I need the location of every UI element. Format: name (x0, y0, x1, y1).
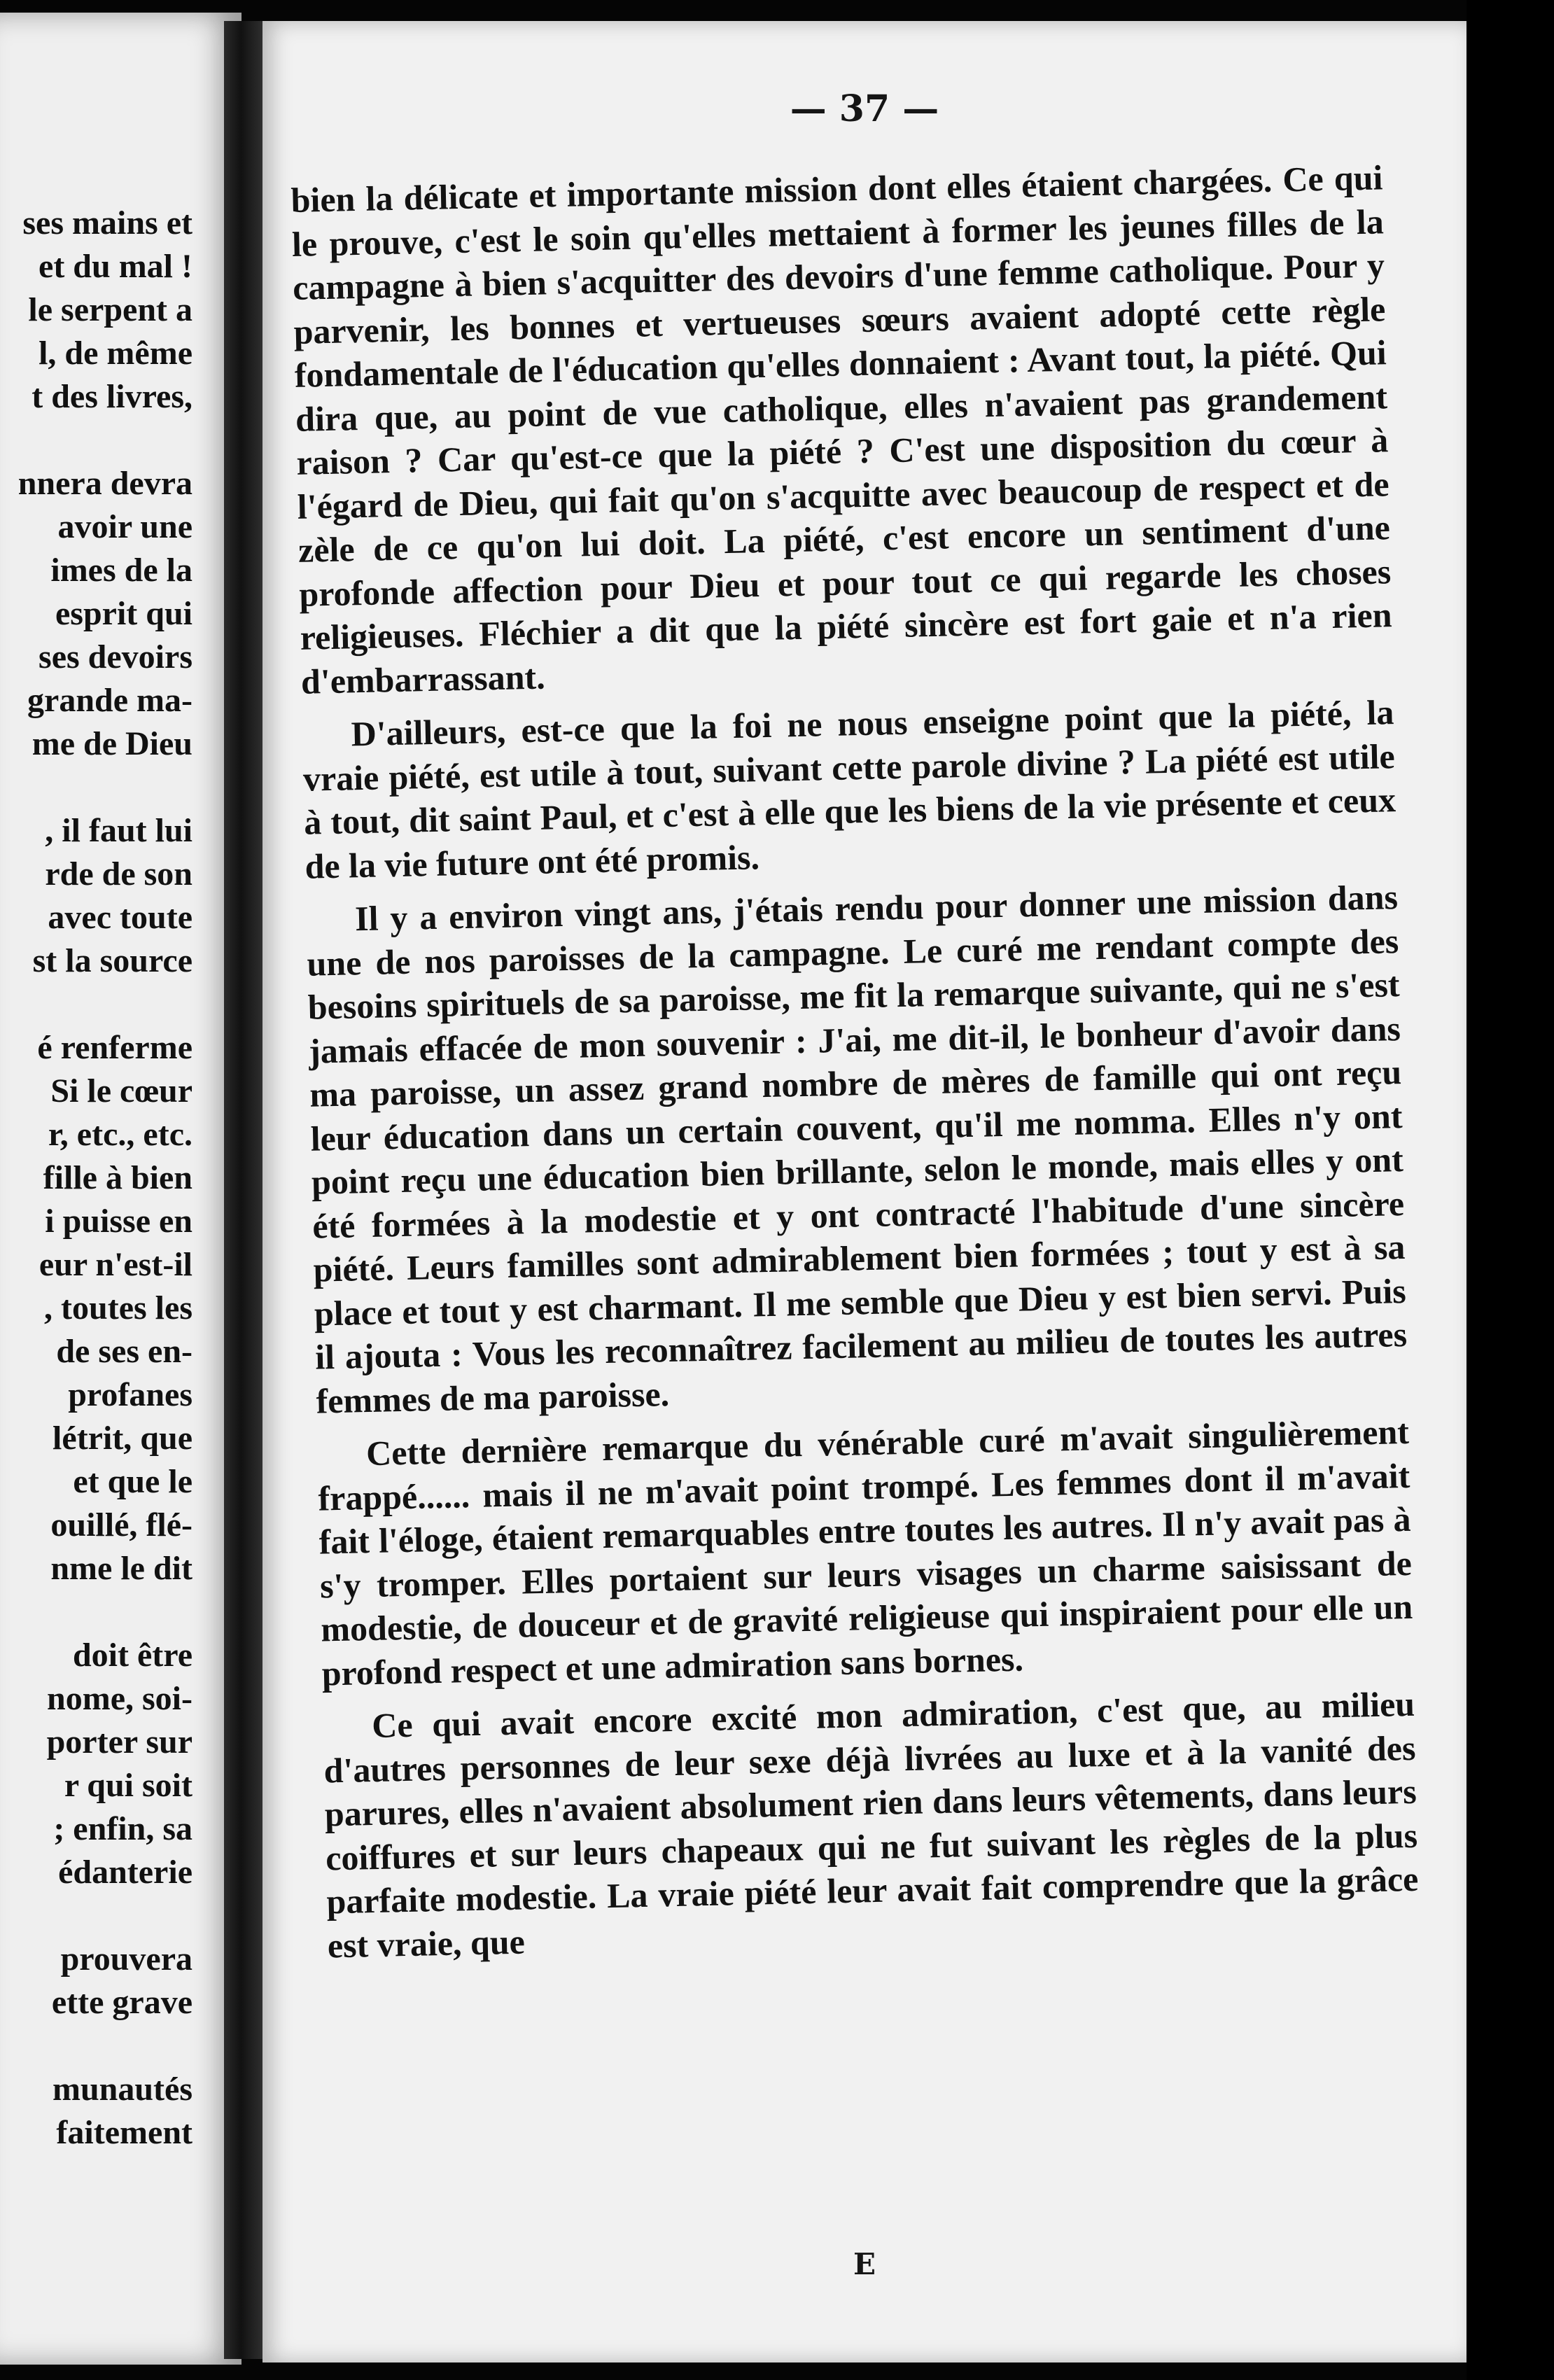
left-page-line: ouillé, flé- (50, 1506, 192, 1544)
paragraph-1 (290, 155, 1393, 704)
left-page-line: rde de son (45, 855, 192, 892)
left-page-line: le serpent a (28, 291, 192, 328)
left-page-line: me de Dieu (31, 725, 192, 762)
left-page-line: l, de même (38, 335, 192, 372)
right-page (262, 21, 1466, 2362)
paragraph-5-text: Ce qui avait encore excité mon admiration, c'est que, au milieu d'autres personnes de leur sexe déjà livrées au luxe et à la vanité des parures, elles n'avaient absolument rien dans leurs vêtements, dans leurs coiffures et sur leurs chapeaux qui ne fut suivant les règles de la plus parfaite modestie. La vraie piété leur avait fait comprendre que la grâce est vraie, que (323, 1684, 1419, 1965)
signature-mark: E (853, 2247, 876, 2281)
left-page-line: fille à bien (43, 1159, 192, 1196)
left-page-line: st la source (32, 942, 192, 979)
left-page-line: édanterie (58, 1854, 192, 1891)
left-page-line: ses mains et (22, 204, 192, 241)
left-page-line: r, etc., etc. (48, 1116, 192, 1153)
left-page-line: , toutes les (44, 1289, 192, 1326)
left-page-line (0, 1894, 192, 1938)
page-number: — 37 — (790, 88, 939, 130)
left-page-line: de ses en- (56, 1333, 192, 1370)
left-page-line: Si le cœur (50, 1072, 192, 1110)
left-page-line: esprit qui (55, 595, 192, 632)
paragraph-2-text: D'ailleurs, est-ce que la foi ne nous enseigne point que la piété, la vraie piété, est utile à tout, suivant cette parole divine ? La piété est utile à tout, dit saint Paul, et c'est à elle que les biens de la vie présente et ceux de la vie future ont été promis. (302, 692, 1396, 886)
left-page-line: et du mal ! (38, 248, 192, 285)
left-page-line: ; enfin, sa (53, 1810, 192, 1847)
left-page-line (0, 766, 192, 809)
left-page-line: ette grave (51, 1984, 192, 2021)
left-page-line: , il faut lui (45, 812, 192, 849)
left-page-line: ses devoirs (38, 638, 192, 676)
left-page-line: t des livres, (31, 378, 192, 415)
paragraph-3-text: Il y a environ vingt ans, j'étais rendu pour donner une mission dans une de nos paroisses de la campagne. Le curé me rendant compte des besoins spirituels de sa paroisse, me fit la remarque suivante, qui ne s'est jamais effacée de mon souvenir : J'ai, me dit-il, le bonheur d'avoir dans ma paroisse, un assez grand nombre de mères de famille qui ont reçu leur éducation dans un certain couvent, qu'il me nomma. Elles n'y ont point reçu une éducation bien brillante, selon le monde, mais elles y ont été formées à la modestie et y ont contracté l'habitude d'une sincère piété. Leurs familles sont admirablement bien formées ; tout y est à sa place et tout y est charmant. Il me semble que Dieu y est bien servi. Puis il ajouta : Vous les reconnaîtrez facilement au milieu de toutes les autres femmes de ma paroisse. (306, 877, 1408, 1421)
left-page-line: prouvera (60, 1940, 192, 1977)
scan-right-border (1466, 0, 1554, 2380)
left-page-line (0, 1590, 192, 1634)
page-body (290, 155, 1420, 1977)
left-page-line: i puisse en (45, 1203, 192, 1240)
paragraph-4-text: Cette dernière remarque du vénérable curé m'avait singulièrement frappé...... mais il ne m'avait point trompé. Les femmes dont il m'avait fait l'éloge, étaient remarquables entre toutes les autres. Il n'y avait pas à s'y tromper. Elles portaient sur leurs visages un charme saisissant de modestie, de douceur et de gravité religieuse qui inspiraient pour elle un profond respect et une admiration sans bornes. (317, 1411, 1413, 1693)
left-page-line: nnera devra (18, 465, 192, 502)
left-page-line: létrit, que (52, 1420, 192, 1457)
paragraph-5 (323, 1682, 1420, 1968)
left-page-line (0, 2024, 192, 2068)
paragraph-3 (306, 875, 1408, 1423)
left-page-line: imes de la (50, 552, 192, 589)
left-page-line: nome, soi- (47, 1680, 192, 1717)
left-page-line: et que le (73, 1463, 192, 1500)
left-page-line (0, 983, 192, 1026)
left-page-line: avoir une (57, 508, 192, 545)
left-page-line: eur n'est-il (38, 1246, 192, 1283)
left-page-line: r qui soit (64, 1767, 192, 1804)
paragraph-2 (302, 690, 1397, 888)
left-page-line: faitement (56, 2114, 192, 2151)
left-page-line: nme le dit (50, 1550, 192, 1587)
left-page-text (0, 202, 192, 2155)
left-page-line: doit être (72, 1637, 192, 1674)
left-page (0, 13, 241, 2365)
left-page-line: porter sur (46, 1723, 192, 1760)
left-page-line: avec toute (48, 899, 192, 936)
left-page-line (0, 419, 192, 462)
left-page-line: munautés (52, 2071, 192, 2108)
paragraph-4 (317, 1410, 1415, 1695)
paragraph-1-text: bien la délicate et importante mission dont elles étaient chargées. Ce qui le prouve, c'est le soin qu'elles mettaient à former les jeunes filles de la campagne à bien s'acquitter des devoirs d'une femme catholique. Pour y parvenir, les bonnes et vertueuses sœurs avaient adopté cette règle fondamentale de l'éducation qu'elles donnaient : Avant tout, la piété. Qui dira que, au point de vue catholique, elles n'avaient pas grandement raison ? Car qu'est-ce que la piété ? C'est une disposition du cœur à l'égard de Dieu, qui fait qu'on s'acquitte avec beaucoup de respect et de zèle de ce qu'on lui doit. La piété, c'est encore un sentiment d'une profonde affection pour Dieu et pour tout ce qui regarde les choses religieuses. Fléchier a dit que la piété sincère est fort gaie et n'a rien d'embarrassant. (290, 158, 1392, 701)
left-page-line: grande ma- (27, 682, 192, 719)
book-gutter (224, 21, 266, 2359)
left-page-line: profanes (68, 1376, 192, 1413)
left-page-line: é renferme (37, 1029, 192, 1066)
